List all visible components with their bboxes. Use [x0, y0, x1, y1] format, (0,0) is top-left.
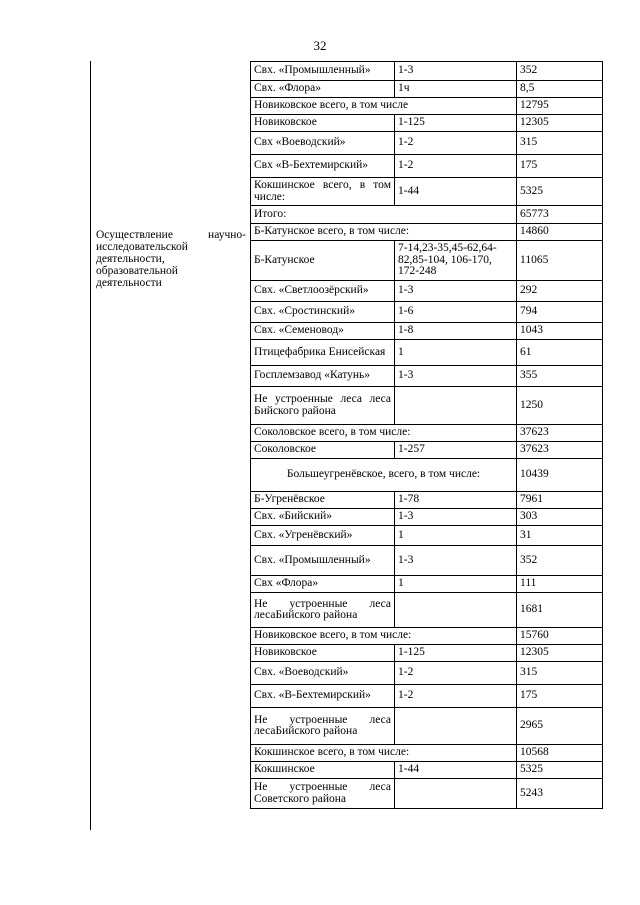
- quarter-range: 1-3: [395, 281, 517, 302]
- area-value: 31: [517, 526, 603, 546]
- area-value: 37623: [517, 442, 603, 459]
- quarter-range: 1ч: [395, 81, 517, 98]
- quarter-range: 1: [395, 576, 517, 593]
- table-row: [251, 576, 603, 593]
- area-value: 37623: [517, 425, 603, 442]
- quarter-range: 7-14,23-35,45-62,64-82,85-104, 106-170, 172-248: [395, 241, 517, 281]
- row-label: Большеугренёвское, всего, в том числе:: [251, 459, 517, 492]
- forest-unit-name: Свх «В-Бехтемирский»: [251, 155, 395, 178]
- table-total-row: [251, 459, 603, 492]
- table-row: [251, 645, 603, 662]
- forest-unit-name: Свх «Флора»: [251, 576, 395, 593]
- quarter-range: 1-44: [395, 762, 517, 779]
- forest-unit-name: Свх «Воеводский»: [251, 132, 395, 155]
- quarter-range: [395, 387, 517, 425]
- forest-unit-name: Госплемзавод «Катунь»: [251, 366, 395, 387]
- forest-unit-name: Не устроенные леса лесаБийского района: [251, 593, 395, 628]
- table-row: [251, 685, 603, 708]
- forest-unit-name: Свх. «Сростинский»: [251, 302, 395, 323]
- forest-unit-name: Б-Катунское: [251, 241, 395, 281]
- table-row: [251, 366, 603, 387]
- table-row: [251, 81, 603, 98]
- forest-unit-name: Свх. «Светлоозёрский»: [251, 281, 395, 302]
- area-value: 8,5: [517, 81, 603, 98]
- area-value: 10439: [517, 459, 603, 492]
- table-total-row: [251, 224, 603, 241]
- forest-unit-name: Свх. «Семеновод»: [251, 323, 395, 340]
- forest-unit-name: Не устроенные леса леса Бийского района: [251, 387, 395, 425]
- forest-unit-name: Свх. «Воеводский»: [251, 662, 395, 685]
- forest-unit-name: Свх. «В-Бехтемирский»: [251, 685, 395, 708]
- table-row: [251, 132, 603, 155]
- area-value: 175: [517, 685, 603, 708]
- area-value: 1250: [517, 387, 603, 425]
- page-number: 32: [313, 38, 327, 53]
- table-row: [251, 492, 603, 509]
- table-total-row: [251, 628, 603, 645]
- table-row: [251, 302, 603, 323]
- quarter-range: [395, 708, 517, 745]
- area-value: 175: [517, 155, 603, 178]
- row-label: Кокшинское всего, в том числе:: [251, 745, 517, 762]
- forest-unit-name: Не устроенные леса лесаБийского района: [251, 708, 395, 745]
- quarter-range: 1-3: [395, 509, 517, 526]
- area-value: 1681: [517, 593, 603, 628]
- area-value: 5325: [517, 178, 603, 206]
- forest-unit-name: Кокшинское: [251, 762, 395, 779]
- table-row: [251, 546, 603, 576]
- area-value: 12305: [517, 115, 603, 132]
- area-value: 12305: [517, 645, 603, 662]
- table-row: [251, 241, 603, 281]
- row-label: Б-Катунское всего, в том числе:: [251, 224, 517, 241]
- left-column-rule: [90, 61, 91, 830]
- table-row: [251, 708, 603, 745]
- quarter-range: 1: [395, 526, 517, 546]
- table-row: [251, 662, 603, 685]
- quarter-range: 1-2: [395, 662, 517, 685]
- quarter-range: 1-8: [395, 323, 517, 340]
- area-value: 65773: [517, 206, 603, 224]
- table-row: [251, 762, 603, 779]
- table-total-row: [251, 425, 603, 442]
- row-label: Соколовское всего, в том числе:: [251, 425, 517, 442]
- area-value: 352: [517, 62, 603, 81]
- forest-unit-name: Свх. «Промышленный»: [251, 546, 395, 576]
- row-label: Новиковское всего, в том числе:: [251, 628, 517, 645]
- forest-unit-name: Кокшинское всего, в том числе:: [251, 178, 395, 206]
- table-row: [251, 526, 603, 546]
- table-total-row: [251, 206, 603, 224]
- quarter-range: 1-2: [395, 132, 517, 155]
- quarter-range: 1-2: [395, 155, 517, 178]
- area-value: 355: [517, 366, 603, 387]
- table-row: [251, 593, 603, 628]
- area-value: 15760: [517, 628, 603, 645]
- quarter-range: 1-3: [395, 546, 517, 576]
- area-value: 12795: [517, 98, 603, 115]
- area-value: 352: [517, 546, 603, 576]
- area-value: 10568: [517, 745, 603, 762]
- forest-unit-name: Новиковское: [251, 645, 395, 662]
- area-value: 315: [517, 132, 603, 155]
- table-total-row: [251, 98, 603, 115]
- quarter-range: 1-257: [395, 442, 517, 459]
- area-value: 61: [517, 340, 603, 366]
- quarter-range: 1-3: [395, 366, 517, 387]
- table-row: [251, 509, 603, 526]
- forest-unit-name: Соколовское: [251, 442, 395, 459]
- quarter-range: 1-78: [395, 492, 517, 509]
- area-value: 303: [517, 509, 603, 526]
- area-value: 1043: [517, 323, 603, 340]
- area-value: 14860: [517, 224, 603, 241]
- area-value: 794: [517, 302, 603, 323]
- forest-unit-name: Б-Угренёвское: [251, 492, 395, 509]
- forest-unit-name: Свх. «Промышленный»: [251, 62, 395, 81]
- table-row: [251, 178, 603, 206]
- area-value: 292: [517, 281, 603, 302]
- activity-label-rest: исследовательской деятельности, образовательной деятельности: [96, 241, 188, 289]
- table-row: [251, 115, 603, 132]
- table-row: [251, 155, 603, 178]
- activity-label: [96, 229, 246, 289]
- area-value: 5325: [517, 762, 603, 779]
- area-value: 315: [517, 662, 603, 685]
- quarter-range: 1-3: [395, 62, 517, 81]
- quarter-range: 1-6: [395, 302, 517, 323]
- forest-unit-name: Свх. «Бийский»: [251, 509, 395, 526]
- table-row: [251, 62, 603, 81]
- forest-unit-name: Не устроенные леса Советского района: [251, 779, 395, 809]
- area-value: 5243: [517, 779, 603, 809]
- quarter-range: 1-2: [395, 685, 517, 708]
- area-value: 11065: [517, 241, 603, 281]
- table-row: [251, 442, 603, 459]
- forest-unit-name: Птицефабрика Енисейская: [251, 340, 395, 366]
- forest-unit-name: Новиковское: [251, 115, 395, 132]
- table-row: [251, 779, 603, 809]
- table-total-row: [251, 745, 603, 762]
- area-value: 7961: [517, 492, 603, 509]
- row-label: Новиковское всего, в том числе: [251, 98, 517, 115]
- activity-label-first-line: Осуществление научно-: [96, 229, 246, 241]
- area-value: 2965: [517, 708, 603, 745]
- quarter-range: 1-125: [395, 645, 517, 662]
- quarter-range: [395, 593, 517, 628]
- forest-areas-table: [250, 61, 603, 809]
- forest-unit-name: Свх. «Угренёвский»: [251, 526, 395, 546]
- table-row: [251, 281, 603, 302]
- area-value: 111: [517, 576, 603, 593]
- row-label: Итого:: [251, 206, 517, 224]
- quarter-range: [395, 779, 517, 809]
- table-row: [251, 323, 603, 340]
- quarter-range: 1: [395, 340, 517, 366]
- table-row: [251, 340, 603, 366]
- quarter-range: 1-44: [395, 178, 517, 206]
- table-row: [251, 387, 603, 425]
- forest-unit-name: Свх. «Флора»: [251, 81, 395, 98]
- quarter-range: 1-125: [395, 115, 517, 132]
